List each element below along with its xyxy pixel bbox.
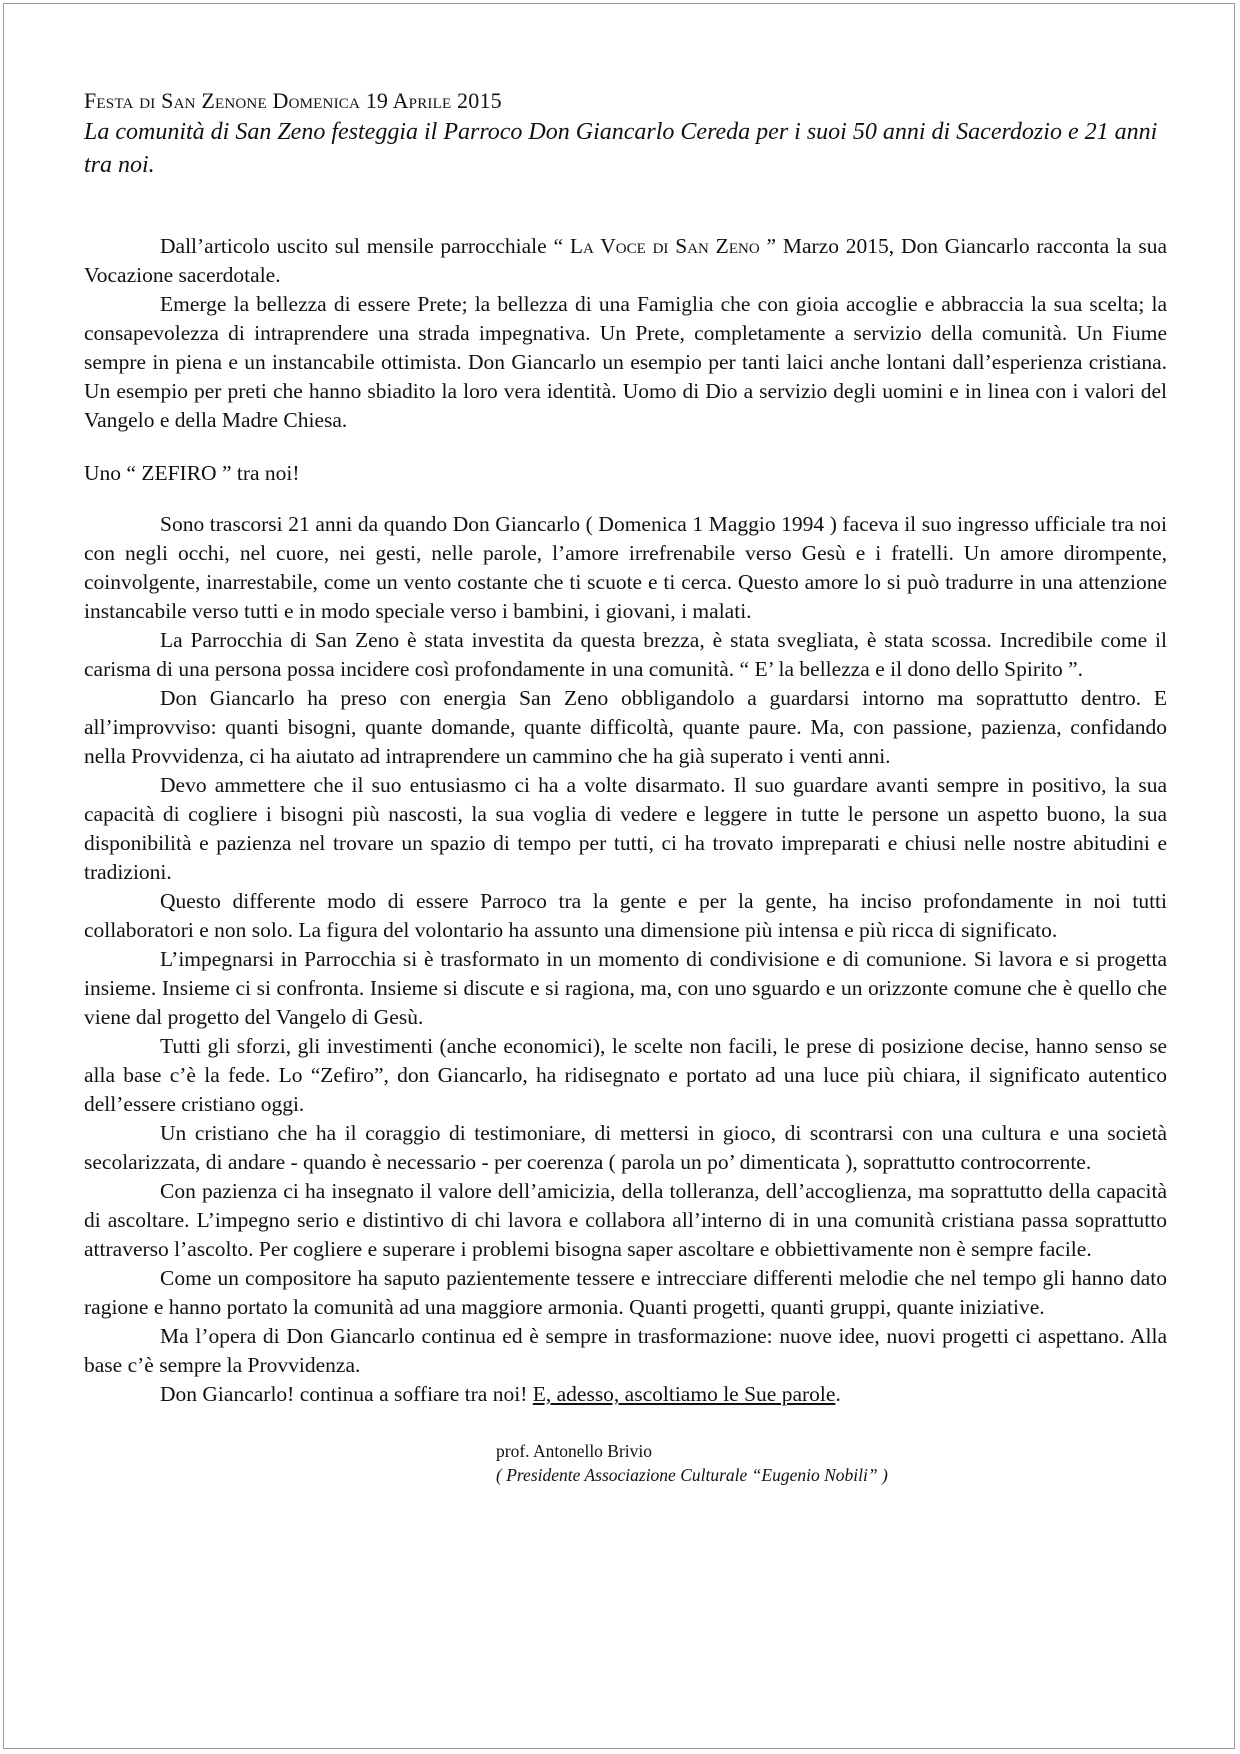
section-title: Uno “ ZEFIRO ” tra noi! bbox=[84, 461, 300, 485]
signature-block bbox=[496, 1439, 1167, 1487]
body-paragraph: La Parrocchia di San Zeno è stata investita da questa brezza, è stata svegliata, è stata scossa. Incredibile come il carisma di una persona possa incidere così profondamente in una comunità. “ E’ la bellezza e il dono dello Spirito ”. bbox=[84, 628, 1167, 681]
heading-text: Festa di San Zenone Domenica 19 Aprile 2015 bbox=[84, 88, 502, 113]
intro-paragraph-1 bbox=[84, 232, 1167, 290]
article-heading bbox=[84, 86, 1167, 116]
article-body bbox=[84, 510, 1167, 1409]
body-paragraph: Con pazienza ci ha insegnato il valore dell’amicizia, della tolleranza, dell’accoglienza, ma soprattutto della capacità di ascoltare. L’impegno serio e distintivo di chi lavora e collabora all’interno di in una comunità cristiana passa soprattutto attraverso l’ascolto. Per cogliere e superare i problemi bisogna saper ascoltare e obbiettivamente non è sempre facile. bbox=[84, 1179, 1167, 1261]
body-paragraph: Don Giancarlo ha preso con energia San Zeno obbligandolo a guardarsi intorno ma soprattutto dentro. E all’improvviso: quanti bisogni, quante domande, quante difficoltà, quante paure. Ma, con passione, pazienza, confidando nella Provvidenza, ci ha aiutato ad intraprendere un cammino che ha già superato i venti anni. bbox=[84, 686, 1167, 768]
document-page bbox=[3, 3, 1235, 1749]
intro-section bbox=[84, 232, 1167, 435]
article-subtitle: La comunità di San Zeno festeggia il Parroco Don Giancarlo Cereda per i suoi 50 anni di Sacerdozio e 21 anni tra noi. bbox=[84, 119, 1158, 178]
body-paragraph: Ma l’opera di Don Giancarlo continua ed è sempre in trasformazione: nuove idee, nuovi progetti ci aspettano. Alla base c’è sempre la Provvidenza. bbox=[84, 1324, 1167, 1377]
magazine-name: La Voce di San Zeno bbox=[569, 234, 760, 258]
intro-paragraph-2: Emerge la bellezza di essere Prete; la bellezza di una Famiglia che con gioia accoglie e abbraccia la sua scelta; la consapevolezza di intraprendere una strada impegnativa. Un Prete, completamente a servizio della comunità. Un Fiume sempre in piena e un instancabile ottimista. Don Giancarlo un esempio per tanti laici anche lontani dall’esperienza cristiana. Un esempio per preti che hanno sbiadito la loro vera identità. Uomo di Dio a servizio degli uomini e in linea con i valori del Vangelo e della Madre Chiesa. bbox=[84, 292, 1167, 432]
body-paragraph: Questo differente modo di essere Parroco tra la gente e per la gente, ha inciso profondamente in noi tutti collaboratori e non solo. La figura del volontario ha assunto una dimensione più intensa e più ricca di significato. bbox=[84, 889, 1167, 942]
author-name: prof. Antonello Brivio bbox=[496, 1441, 653, 1461]
closing-text: Don Giancarlo! continua a soffiare tra noi! bbox=[160, 1382, 533, 1406]
author-role: ( Presidente Associazione Culturale “Eugenio Nobili” ) bbox=[496, 1465, 888, 1485]
closing-period: . bbox=[835, 1382, 841, 1406]
article-content bbox=[84, 86, 1167, 1487]
body-paragraph: Tutti gli sforzi, gli investimenti (anche economici), le scelte non facili, le prese di posizione decise, hanno senso se alla base c’è la fede. Lo “Zefiro”, don Giancarlo, ha ridisegnato e portato ad una luce più chiara, il significato autentico dell’essere cristiano oggi. bbox=[84, 1034, 1167, 1116]
body-paragraph: L’impegnarsi in Parrocchia si è trasformato in un momento di condivisione e di comunione. Si lavora e si progetta insieme. Insieme ci si confronta. Insieme si discute e si ragiona, ma, con uno sguardo e un orizzonte comune che è quello che viene dal progetto del Vangelo di Gesù. bbox=[84, 947, 1167, 1029]
intro-p1-before: Dall’articolo uscito sul mensile parrocchiale “ bbox=[160, 234, 570, 258]
body-paragraph: Devo ammettere che il suo entusiasmo ci ha a volte disarmato. Il suo guardare avanti sempre in positivo, la sua capacità di cogliere i bisogni più nascosti, la sua voglia di vedere e leggere in tutte le persone un aspetto buono, la sua disponibilità e pazienza nel trovare un spazio di tempo per tutti, ci ha trovato impreparati e chiusi nelle nostre abitudini e tradizioni. bbox=[84, 773, 1167, 884]
body-paragraph: Sono trascorsi 21 anni da quando Don Giancarlo ( Domenica 1 Maggio 1994 ) faceva il suo ingresso ufficiale tra noi con negli occhi, nel cuore, nei gesti, nelle parole, l’amore irrefrenabile verso Gesù e i fratelli. Un amore dirompente, coinvolgente, inarrestabile, come un vento costante che ti scuote e ti cerca. Questo amore lo si può tradurre in una attenzione instancabile verso tutti e in modo speciale verso i bambini, i giovani, i malati. bbox=[84, 512, 1167, 623]
closing-paragraph bbox=[84, 1380, 1167, 1409]
body-paragraph: Come un compositore ha saputo pazientemente tessere e intrecciare differenti melodie che nel tempo gli hanno dato ragione e hanno portato la comunità ad una maggiore armonia. Quanti progetti, quanti gruppi, quante iniziative. bbox=[84, 1266, 1167, 1319]
body-paragraph: Un cristiano che ha il coraggio di testimoniare, di mettersi in gioco, di scontrarsi con una cultura e una società secolarizzata, di andare - quando è necessario - per coerenza ( parola un po’ dimenticata ), soprattutto controcorrente. bbox=[84, 1121, 1167, 1174]
closing-underlined-text: E, adesso, ascoltiamo le Sue parole bbox=[532, 1382, 836, 1406]
intro-p1-after: ” Marzo 2015, Don Giancarlo racconta la sua Vocazione sacerdotale. bbox=[84, 234, 1168, 287]
